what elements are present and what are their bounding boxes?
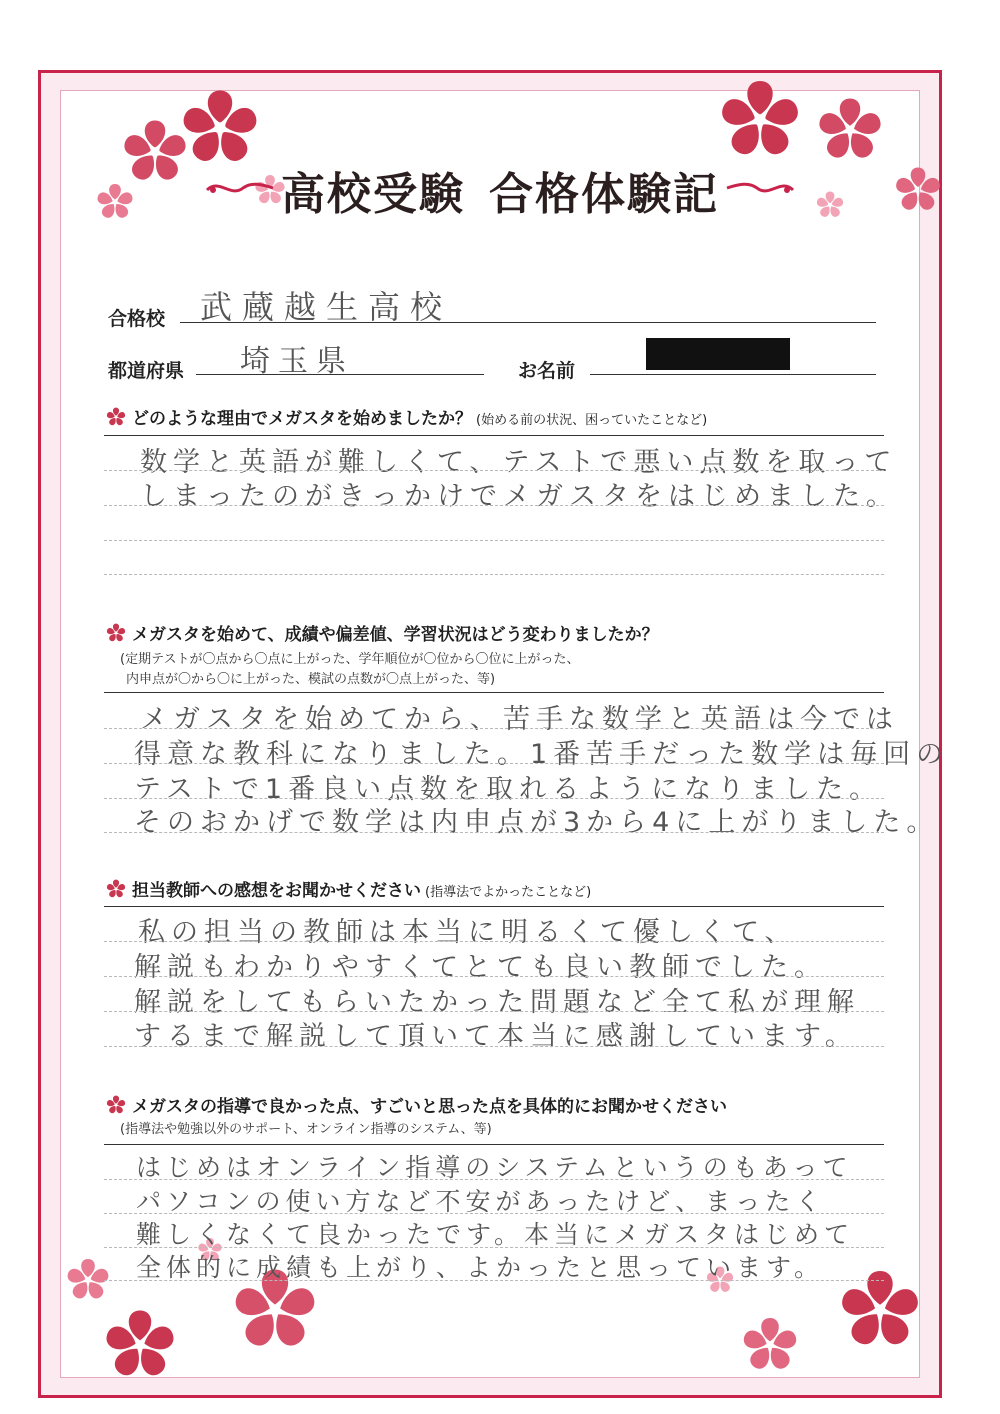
answer-line xyxy=(104,976,884,977)
answer-line xyxy=(104,1046,884,1047)
school-value: 武蔵越生高校 xyxy=(200,288,453,326)
sakura-bullet-icon xyxy=(106,623,126,643)
answer-2-line-1: メガスタを始めてから、苦手な数学と英語は今では xyxy=(140,704,899,735)
question-2-note-1: (定期テストが〇点から〇点に上がった、学年順位が〇位から〇位に上がった、 xyxy=(120,652,580,667)
answer-3-line-1: 私の担当の教師は本当に明るくて優しくて、 xyxy=(138,917,798,948)
answer-3-line-3: 解説をしてもらいたかった問題など全て私が理解 xyxy=(134,987,860,1018)
answer-line xyxy=(104,798,884,799)
answer-line xyxy=(104,763,884,764)
answer-4-line-3: 難しくなくて良かったです。本当にメガスタはじめて xyxy=(136,1220,855,1249)
answer-line xyxy=(104,1011,884,1012)
name-redaction xyxy=(646,338,790,370)
question-3: 担当教師への感想をお聞かせください (指導法でよかったことなど) xyxy=(106,876,591,901)
school-underline xyxy=(180,322,876,323)
answer-2-line-3: テストで1番良い点数を取れるようになりました。 xyxy=(134,774,883,805)
answer-line xyxy=(104,832,884,833)
answer-3-line-4: するまで解説して頂いて本当に感謝しています。 xyxy=(134,1021,858,1052)
answer-line xyxy=(104,692,884,693)
answer-1-line-2: しまったのがきっかけでメガスタをはじめました。 xyxy=(140,481,899,512)
sakura-bullet-icon xyxy=(106,879,126,899)
prefecture-underline xyxy=(196,374,484,375)
name-label: お名前 xyxy=(518,360,576,382)
answer-4-line-4: 全体的に成績も上がり、よかったと思っています。 xyxy=(136,1253,825,1282)
prefecture-label: 都道府県 xyxy=(108,360,185,382)
answer-line xyxy=(104,1144,884,1145)
answer-line xyxy=(104,941,884,942)
school-label: 合格校 xyxy=(108,308,166,330)
title-part2: 合格体験記 xyxy=(489,169,719,220)
question-2: メガスタを始めて、成績や偏差値、学習状況はどう変わりましたか？ xyxy=(106,620,659,645)
answer-line xyxy=(104,1179,884,1180)
sakura-bullet-icon xyxy=(106,407,126,427)
answer-line xyxy=(104,1213,884,1214)
title-part1: 高校受験 xyxy=(281,169,465,220)
answer-line xyxy=(104,505,884,506)
answer-line xyxy=(104,1280,884,1281)
answer-line xyxy=(104,540,884,541)
answer-line xyxy=(104,470,884,471)
question-4-note-1: (指導法や勉強以外のサポート、オンライン指導のシステム、等) xyxy=(120,1122,492,1137)
prefecture-value: 埼玉県 xyxy=(240,344,354,379)
answer-3-line-2: 解説もわかりやすくてとても良い教師でした。 xyxy=(134,952,827,983)
answer-4-line-2: パソコンの使い方など不安があったけど、まったく xyxy=(136,1187,826,1216)
title-flourish-right-icon xyxy=(725,176,795,200)
name-underline xyxy=(590,374,876,375)
question-1: どのような理由でメガスタを始めましたか？ (始める前の状況、困っていたことなど) xyxy=(106,404,707,429)
answer-2-line-2: 得意な教科になりました。1番苦手だった数学は毎回の xyxy=(134,739,950,770)
document-title xyxy=(0,158,1000,222)
answer-line xyxy=(104,728,884,729)
answer-4-line-1: はじめはオンライン指導のシステムというのもあって xyxy=(136,1153,853,1182)
answer-line xyxy=(104,435,884,436)
question-2-note-2: 内申点が〇から〇に上がった、模試の点数が〇点上がった、等) xyxy=(126,672,496,687)
answer-line xyxy=(104,906,884,907)
answer-2-line-4: そのおかげで数学は内申点が3から4に上がりました。 xyxy=(134,807,940,838)
question-4: メガスタの指導で良かった点、すごいと思った点を具体的にお聞かせください xyxy=(106,1092,727,1117)
answer-line xyxy=(104,574,884,575)
answer-1-line-1: 数学と英語が難しくて、テストで悪い点数を取って xyxy=(140,447,898,478)
sakura-bullet-icon xyxy=(106,1095,126,1115)
